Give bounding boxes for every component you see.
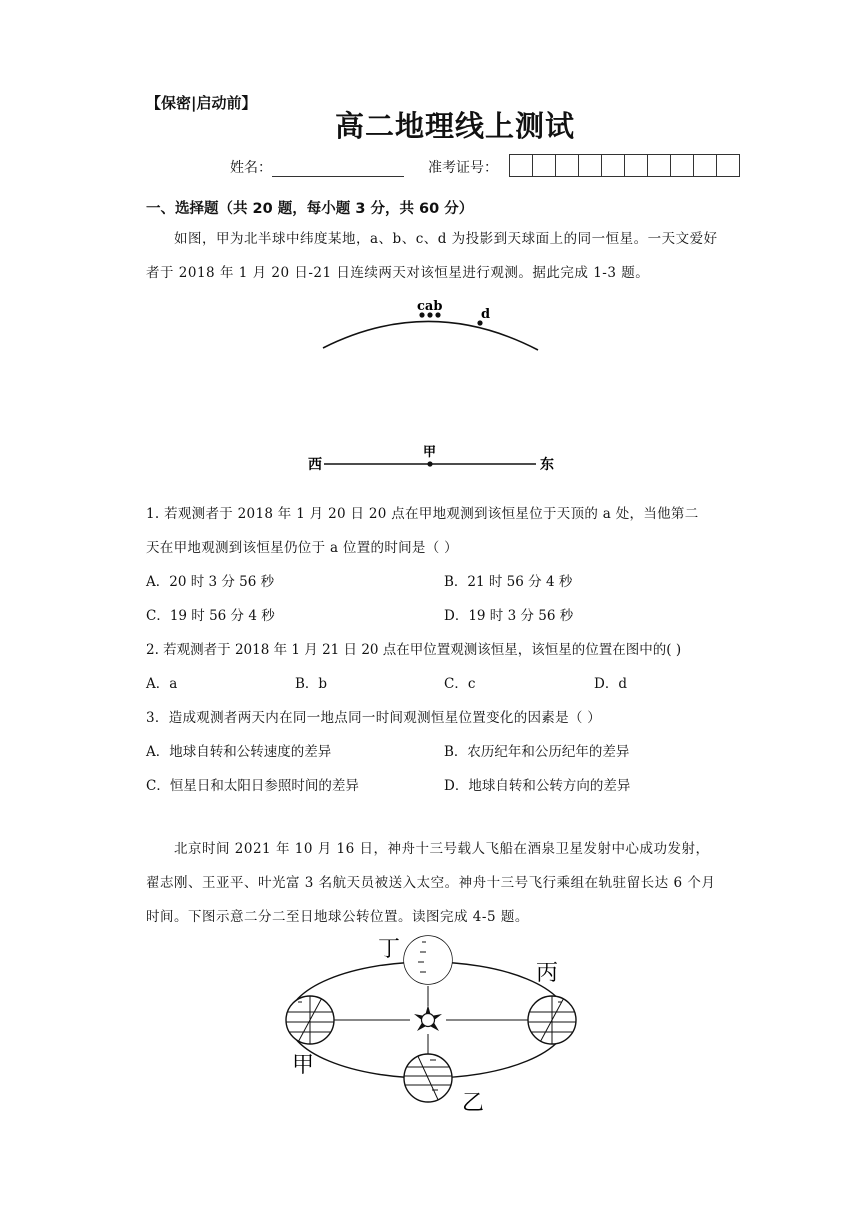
site-label: 甲 xyxy=(423,445,437,460)
question-2-option-d[interactable]: D．d xyxy=(594,676,627,692)
question-3-option-b[interactable]: B．农历纪年和公历纪年的差异 xyxy=(444,744,630,760)
star-labels-cab: cab xyxy=(417,299,443,314)
label-yi: 乙 xyxy=(462,1091,485,1116)
sun-icon xyxy=(414,1005,442,1031)
question-1-line-2: 天在甲地观测到该恒星仍位于 a 位置的时间是（ ） xyxy=(146,540,458,556)
earth-bing-icon xyxy=(528,994,576,1046)
question-3-option-c[interactable]: C．恒星日和太阳日参照时间的差异 xyxy=(146,778,359,794)
earth-yi-icon xyxy=(398,1052,458,1104)
question-2-option-b[interactable]: B．b xyxy=(295,676,328,692)
exam-number-box[interactable] xyxy=(624,154,648,177)
question-3-line-1: 3．造成观测者两天内在同一地点同一时间观测恒星位置变化的因素是（ ） xyxy=(146,710,602,726)
exam-number-box[interactable] xyxy=(578,154,602,177)
sky-arc xyxy=(323,321,538,350)
passage-1: 如图，甲为北半球中纬度某地，a、b、c、d 为投影到天球面上的同一恒星。一天文爱好者于 2018 年 1 月 20 日-21 日连续两天对该恒星进行观测。据此完成 1-3 题。 xyxy=(146,231,718,281)
page-title: 高二地理线上测试 xyxy=(334,109,575,143)
question-3-option-d[interactable]: D．地球自转和公转方向的差异 xyxy=(444,778,631,794)
east-label: 东 xyxy=(540,457,554,473)
exam-number-box[interactable] xyxy=(532,154,556,177)
question-1-line-1: 1. 若观测者于 2018 年 1 月 20 日 20 点在甲地观测到该恒星位于天顶的 a 处，当他第二 xyxy=(146,506,699,522)
celestial-sphere-figure xyxy=(300,292,570,478)
exam-number-box[interactable] xyxy=(555,154,579,177)
exam-number-box[interactable] xyxy=(509,154,533,177)
label-bing: 丙 xyxy=(536,961,559,986)
west-label: 西 xyxy=(308,457,322,473)
question-1-option-d[interactable]: D．19 时 3 分 56 秒 xyxy=(444,608,574,624)
question-1-option-b[interactable]: B．21 时 56 分 4 秒 xyxy=(444,574,573,590)
question-3-option-a[interactable]: A．地球自转和公转速度的差异 xyxy=(146,744,332,760)
site-point xyxy=(427,461,432,466)
confidential-tag: 【保密|启动前】 xyxy=(146,94,257,112)
earth-orbit-figure xyxy=(270,928,600,1118)
label-ding: 丁 xyxy=(378,937,401,962)
question-2-option-c[interactable]: C．c xyxy=(444,676,476,692)
name-field[interactable] xyxy=(272,176,404,177)
exam-number-box[interactable] xyxy=(716,154,740,177)
question-1-option-c[interactable]: C．19 时 56 分 4 秒 xyxy=(146,608,275,624)
exam-number-box[interactable] xyxy=(693,154,717,177)
question-2-option-a[interactable]: A．a xyxy=(146,676,178,692)
section-heading: 一、选择题（共 20 题，每小题 3 分，共 60 分） xyxy=(146,201,474,217)
question-1-option-a[interactable]: A．20 时 3 分 56 秒 xyxy=(146,574,275,590)
earth-ding-icon xyxy=(398,934,458,989)
exam-number-box[interactable] xyxy=(601,154,625,177)
exam-number-box[interactable] xyxy=(647,154,671,177)
exam-number-label: 准考证号： xyxy=(428,160,498,176)
question-2-line-1: 2. 若观测者于 2018 年 1 月 21 日 20 点在甲位置观测该恒星，该恒星的位置在图中的( ) xyxy=(146,642,682,658)
exam-number-boxes[interactable] xyxy=(510,154,740,177)
name-label: 姓名： xyxy=(230,160,272,176)
passage-2: 北京时间 2021 年 10 月 16 日，神舟十三号载人飞船在酒泉卫星发射中心成功发射，翟志刚、王亚平、叶光富 3 名航天员被送入太空。神舟十三号飞行乘组在轨驻留长达 6 个月时间。下图示意二分二至日地球公转位置。读图完成 4-5 题。 xyxy=(146,841,716,925)
earth-jia-icon xyxy=(286,994,334,1046)
label-jia: 甲 xyxy=(292,1053,315,1078)
star-label-d: d xyxy=(481,307,491,322)
exam-number-box[interactable] xyxy=(670,154,694,177)
